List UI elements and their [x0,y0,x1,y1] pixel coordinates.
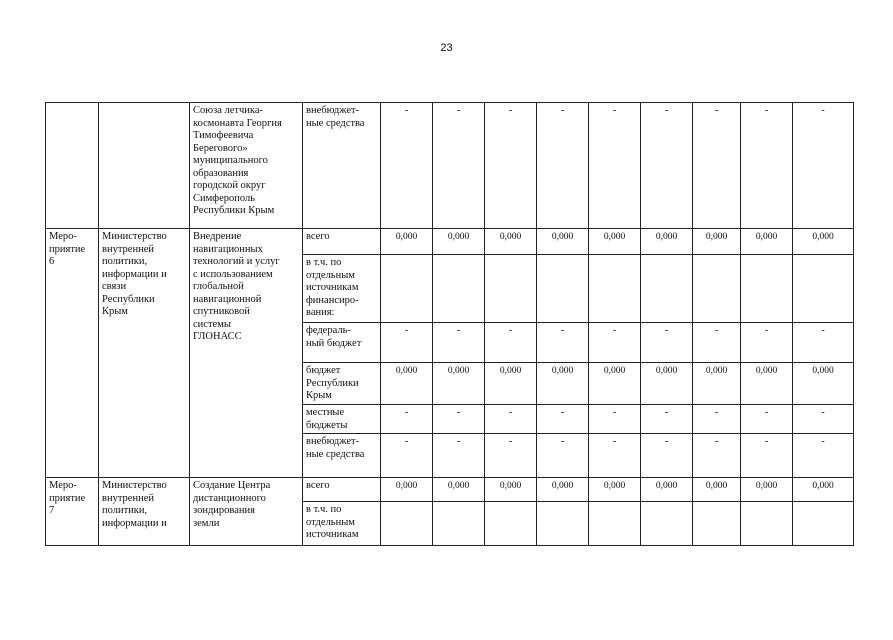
executor-cell: Министерство внутренней политики, информации и связи Республики Крым [99,229,190,478]
value-cell: - [433,405,485,434]
value-cell: 0,000 [537,478,589,502]
executor-cell: Министерство внутренней политики, информации и [99,478,190,546]
value-cell: - [641,323,693,363]
value-cell: - [433,103,485,229]
value-cell: - [381,434,433,478]
funding-source-cell: в т.ч. по отдельным источникам [303,502,381,546]
value-cell: - [693,434,741,478]
table-row [46,229,854,255]
value-cell [537,502,589,546]
value-cell: 0,000 [793,229,854,255]
value-cell: - [693,323,741,363]
value-cell: - [741,323,793,363]
value-cell: 0,000 [433,363,485,405]
value-cell: - [485,405,537,434]
funding-source-cell: местные бюджеты [303,405,381,434]
value-cell [381,502,433,546]
value-cell [741,255,793,323]
value-cell: - [485,103,537,229]
value-cell [793,255,854,323]
value-cell: 0,000 [433,229,485,255]
value-cell [741,502,793,546]
value-cell: 0,000 [693,363,741,405]
value-cell: - [741,103,793,229]
value-cell [485,502,537,546]
value-cell: - [537,434,589,478]
value-cell: - [433,323,485,363]
value-cell: 0,000 [589,229,641,255]
value-cell: - [381,103,433,229]
activity-name-cell: Внедрение навигационных технологий и услуг с использованием глобальной навигационной спутниковой системы ГЛОНАСС [190,229,303,478]
value-cell: - [589,103,641,229]
value-cell: - [485,323,537,363]
value-cell: - [589,434,641,478]
value-cell [433,502,485,546]
activity-name-cell: Союза летчика- космонавта Георгия Тимофеевича Берегового» муниципального образования городской округ Симферополь Республики Крым [190,103,303,229]
value-cell: - [741,434,793,478]
value-cell: - [537,103,589,229]
value-cell: - [793,405,854,434]
value-cell: - [381,405,433,434]
value-cell: - [641,434,693,478]
activity-name-cell: Создание Центра дистанционного зондирования земли [190,478,303,546]
value-cell: - [589,323,641,363]
value-cell: 0,000 [741,363,793,405]
value-cell: 0,000 [793,363,854,405]
value-cell [381,255,433,323]
value-cell: 0,000 [381,478,433,502]
value-cell: - [641,405,693,434]
funding-source-cell: внебюджет- ные средства [303,103,381,229]
value-cell: 0,000 [537,363,589,405]
executor-cell [99,103,190,229]
activity-cell: Меро- приятие 6 [46,229,99,478]
financing-table [45,102,854,546]
funding-source-cell: внебюджет- ные средства [303,434,381,478]
funding-source-cell: бюджет Республики Крым [303,363,381,405]
table-row [46,478,854,502]
value-cell: - [693,103,741,229]
value-cell [693,255,741,323]
value-cell: 0,000 [381,229,433,255]
value-cell: 0,000 [741,478,793,502]
table-body [46,103,854,546]
value-cell: - [741,405,793,434]
value-cell: - [433,434,485,478]
page-number: 23 [440,42,453,54]
value-cell: 0,000 [693,229,741,255]
value-cell: 0,000 [589,478,641,502]
value-cell: - [693,405,741,434]
value-cell: - [381,323,433,363]
value-cell: 0,000 [537,229,589,255]
value-cell [589,255,641,323]
activity-cell [46,103,99,229]
value-cell: 0,000 [485,229,537,255]
value-cell: 0,000 [433,478,485,502]
value-cell [641,502,693,546]
value-cell [641,255,693,323]
funding-source-cell: всего [303,478,381,502]
value-cell: - [537,323,589,363]
value-cell: - [537,405,589,434]
value-cell: 0,000 [485,478,537,502]
value-cell: 0,000 [485,363,537,405]
value-cell: 0,000 [641,363,693,405]
value-cell: 0,000 [741,229,793,255]
value-cell: - [485,434,537,478]
value-cell: 0,000 [793,478,854,502]
value-cell: 0,000 [641,229,693,255]
activity-cell: Меро- приятие 7 [46,478,99,546]
table-row [46,103,854,229]
value-cell: - [793,103,854,229]
value-cell [589,502,641,546]
value-cell: 0,000 [641,478,693,502]
value-cell: 0,000 [381,363,433,405]
value-cell: - [793,323,854,363]
value-cell [433,255,485,323]
value-cell [537,255,589,323]
value-cell: 0,000 [589,363,641,405]
funding-source-cell: всего [303,229,381,255]
value-cell: - [641,103,693,229]
value-cell [693,502,741,546]
value-cell: - [589,405,641,434]
funding-source-cell: в т.ч. по отдельным источникам финансиро- вания: [303,255,381,323]
value-cell [485,255,537,323]
value-cell: 0,000 [693,478,741,502]
funding-source-cell: федераль- ный бюджет [303,323,381,363]
value-cell [793,502,854,546]
value-cell: - [793,434,854,478]
